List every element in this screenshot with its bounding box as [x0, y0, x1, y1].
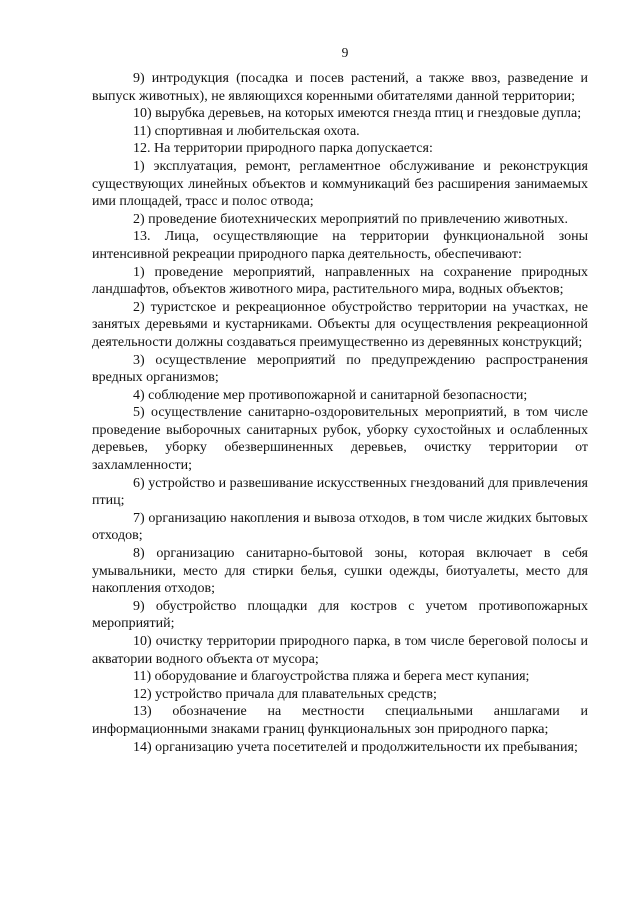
- page-number: 9: [341, 45, 349, 60]
- paragraph: 12) устройство причала для плавательных средств;: [133, 686, 437, 702]
- paragraph: 9) интродукция (посадка и посев растений, а также ввоз, разведение и выпуск животных), не являющихся коренными обитателями данной территории;: [92, 71, 588, 104]
- paragraph: 8) организацию санитарно-бытовой зоны, которая включает в себя умывальники, место для стирки белья, сушки одежды, биотуалеты, место для накопления отходов;: [92, 546, 588, 597]
- paragraph: 1) проведение мероприятий, направленных на сохранение природных ландшафтов, объектов животного мира, растительного мира, водных объектов;: [92, 264, 588, 298]
- paragraph: 11) спортивная и любительская охота.: [133, 123, 360, 139]
- paragraph: 11) оборудование и благоустройства пляжа и берега мест купания;: [133, 669, 530, 685]
- paragraph: 6) устройство и развешивание искусственных гнездований для привлечения птиц;: [92, 475, 588, 509]
- paragraph: 13. Лица, осуществляющие на территории функциональной зоны интенсивной рекреации природного парка деятельность, обеспечивают:: [92, 229, 588, 262]
- document-body: [92, 70, 588, 756]
- paragraph: 14) организацию учета посетителей и продолжительности их пребывания;: [133, 739, 578, 755]
- paragraph: 1) эксплуатация, ремонт, регламентное обслуживание и реконструкция существующих линейных объектов и коммуникаций без расширения занимаемых ими площадей, трасс и полос отвода;: [92, 158, 588, 210]
- paragraph: 4) соблюдение мер противопожарной и санитарной безопасности;: [133, 387, 528, 403]
- paragraph: 2) туристское и рекреационное обустройство территории на участках, не занятых деревьями и кустарниками. Объекты для осуществления рекреационной деятельности должны создаваться преимущественно из деревянных конструкций;: [92, 299, 588, 350]
- paragraph: 3) осуществление мероприятий по предупреждению распространения вредных организмов;: [92, 352, 588, 386]
- paragraph: 9) обустройство площадки для костров с учетом противопожарных мероприятий;: [92, 598, 588, 632]
- paragraph: 7) организацию накопления и вывоза отходов, в том числе жидких бытовых отходов;: [92, 510, 588, 544]
- paragraph: 10) вырубка деревьев, на которых имеются гнезда птиц и гнездовые дупла;: [133, 106, 582, 122]
- paragraph: 2) проведение биотехнических мероприятий по привлечению животных.: [133, 211, 568, 227]
- paragraph: 13) обозначение на местности специальными аншлагами и информационными знаками границ функциональных зон природного парка;: [92, 704, 588, 737]
- paragraph: 12. На территории природного парка допускается:: [133, 141, 433, 157]
- paragraph: 5) осуществление санитарно-оздоровительных мероприятий, в том числе проведение выборочных санитарных рубок, уборку сухостойных и ослабленных деревьев, уборку обезвершиненных деревьев, очистку территории от захламленности;: [92, 405, 588, 474]
- paragraph: 10) очистку территории природного парка, в том числе береговой полосы и акватории водного объекта от мусора;: [92, 634, 588, 667]
